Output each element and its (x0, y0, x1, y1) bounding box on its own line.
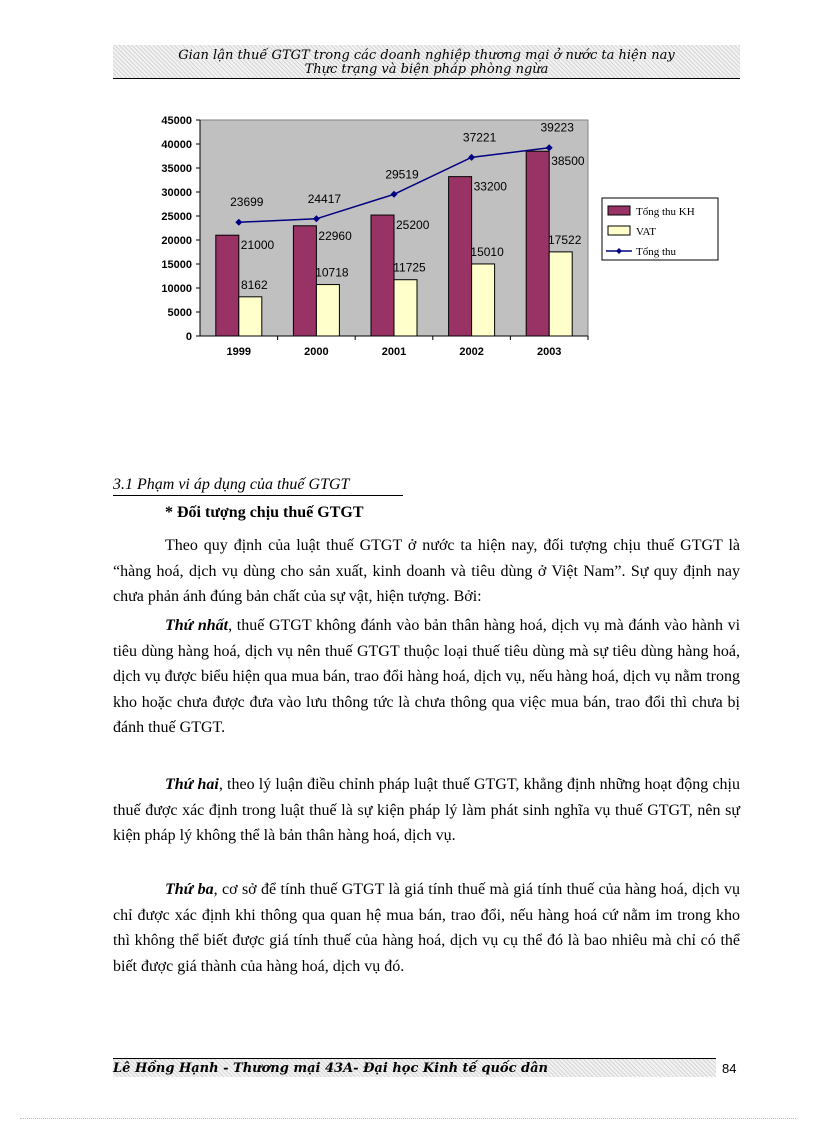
x-tick-label: 1999 (226, 346, 252, 358)
footer-author: Lê Hồng Hạnh - Thương mại 43A- Đại học Kinh tế quốc dân (113, 1061, 548, 1076)
bar-vat (549, 252, 572, 336)
bar-vat (394, 280, 417, 336)
revenue-chart (140, 108, 720, 370)
section-title: 3.1 Phạm vi áp dụng của thuế GTGT (113, 476, 403, 496)
bar-data-label: 33200 (473, 179, 507, 194)
bar-vat (239, 297, 262, 336)
paragraph-lead: Thứ nhất (165, 617, 229, 634)
paragraph-3 (113, 772, 740, 849)
legend-label: VAT (636, 226, 656, 238)
paragraph-lead: Thứ ba (165, 881, 214, 898)
y-tick-label: 0 (185, 331, 192, 343)
y-tick-label: 25000 (161, 211, 192, 223)
x-tick-label: 2002 (459, 346, 484, 358)
bar-vat (316, 285, 339, 336)
bar-tong-thu-kh (449, 177, 472, 336)
line-data-label: 39223 (540, 120, 574, 135)
legend-swatch (608, 226, 630, 235)
x-tick-label: 2001 (381, 346, 407, 358)
subheading: * Đối tượng chịu thuế GTGT (165, 504, 364, 521)
bar-data-label: 17522 (548, 232, 582, 247)
paragraph-1 (113, 533, 740, 610)
page-header (113, 45, 740, 79)
legend-label: Tổng thu KH (636, 206, 695, 218)
line-data-label: 37221 (462, 130, 497, 145)
page-bottom-border (20, 1118, 796, 1119)
y-tick-label: 10000 (161, 283, 192, 295)
page-footer (113, 1058, 716, 1077)
y-tick-label: 35000 (161, 163, 192, 175)
bar-tong-thu-kh (216, 235, 239, 336)
bar-data-label: 21000 (240, 238, 275, 253)
y-tick-label: 45000 (161, 115, 192, 127)
paragraph-4 (113, 877, 740, 979)
bar-tong-thu-kh (293, 226, 316, 336)
line-data-label: 29519 (385, 167, 419, 182)
y-tick-label: 20000 (161, 235, 192, 247)
y-tick-label: 5000 (167, 307, 192, 319)
bar-data-label: 8162 (240, 277, 268, 292)
bar-tong-thu-kh (371, 215, 394, 336)
legend-swatch (608, 206, 630, 215)
bar-data-label: 15010 (470, 244, 504, 259)
bar-vat (472, 264, 495, 336)
bar-tong-thu-kh (526, 151, 549, 336)
header-title-line1: Gian lận thuế GTGT trong các doanh nghiệp thương mại ở nước ta hiện nay (178, 48, 675, 63)
bar-data-label: 38500 (551, 154, 585, 169)
paragraph-text: Theo quy định của luật thuế GTGT ở nước ta hiện nay, đối tượng chịu thuế GTGT là “hàng hoá, dịch vụ dùng cho sản xuất, kinh doanh và tiêu dùng ở Việt Nam”. Sự quy định nay chưa phản ánh đúng bản chất của sự vật, hiện tượng. Bởi: (113, 537, 740, 606)
paragraph-text: , thuế GTGT không đánh vào bản thân hàng hoá, dịch vụ mà đánh vào hành vi tiêu dùng hàng hoá, dịch vụ nên thuế GTGT thuộc loại thuế tiêu dùng mà sự tiêu dùng hàng hoá, dịch vụ được biểu hiện qua mua bán, trao đổi hàng hoá, dịch vụ, nếu hàng hoá, dịch vụ nằm trong kho hoặc chưa được đưa vào lưu thông tức là chưa thông qua việc mua bán, trao đổi thì chưa bị đánh thuế GTGT. (113, 617, 741, 737)
paragraph-text: , theo lý luận điều chỉnh pháp luật thuế GTGT, khẳng định những hoạt động chịu thuế được xác định trong luật thuế là sự kiện pháp lý làm phát sinh nghĩa vụ thuế GTGT, nên sự kiện pháp lý không thể là bản thân hàng hoá, dịch vụ. (113, 776, 740, 845)
legend-label: Tổng thu (636, 246, 677, 258)
x-tick-label: 2000 (304, 346, 329, 358)
bar-data-label: 22960 (318, 228, 352, 243)
paragraph-lead: Thứ hai (165, 776, 219, 793)
paragraph-text: , cơ sở để tính thuế GTGT là giá tính thuế mà giá tính thuế của hàng hoá, dịch vụ chỉ được xác định khi thông qua quan hệ mua bán, trao đổi, nếu hàng hoá cứ nằm im trong kho thì không thể biết được giá tính thuế của hàng hoá, dịch vụ cụ thể đó là bao nhiêu mà chỉ có thể biết được giá thành của hàng hoá, dịch vụ đó. (113, 881, 740, 975)
y-tick-label: 15000 (161, 259, 192, 271)
y-tick-label: 40000 (161, 139, 192, 151)
paragraph-2 (113, 613, 740, 741)
bar-data-label: 11725 (393, 260, 426, 275)
header-title-line2: Thực trạng và biện pháp phòng ngừa (304, 62, 549, 77)
x-tick-label: 2003 (536, 346, 562, 358)
y-tick-label: 30000 (161, 187, 192, 199)
page-number: 84 (722, 1061, 737, 1076)
bar-data-label: 25200 (396, 218, 430, 233)
line-data-label: 23699 (230, 195, 264, 210)
bar-data-label: 10718 (315, 265, 349, 280)
line-data-label: 24417 (307, 191, 342, 206)
